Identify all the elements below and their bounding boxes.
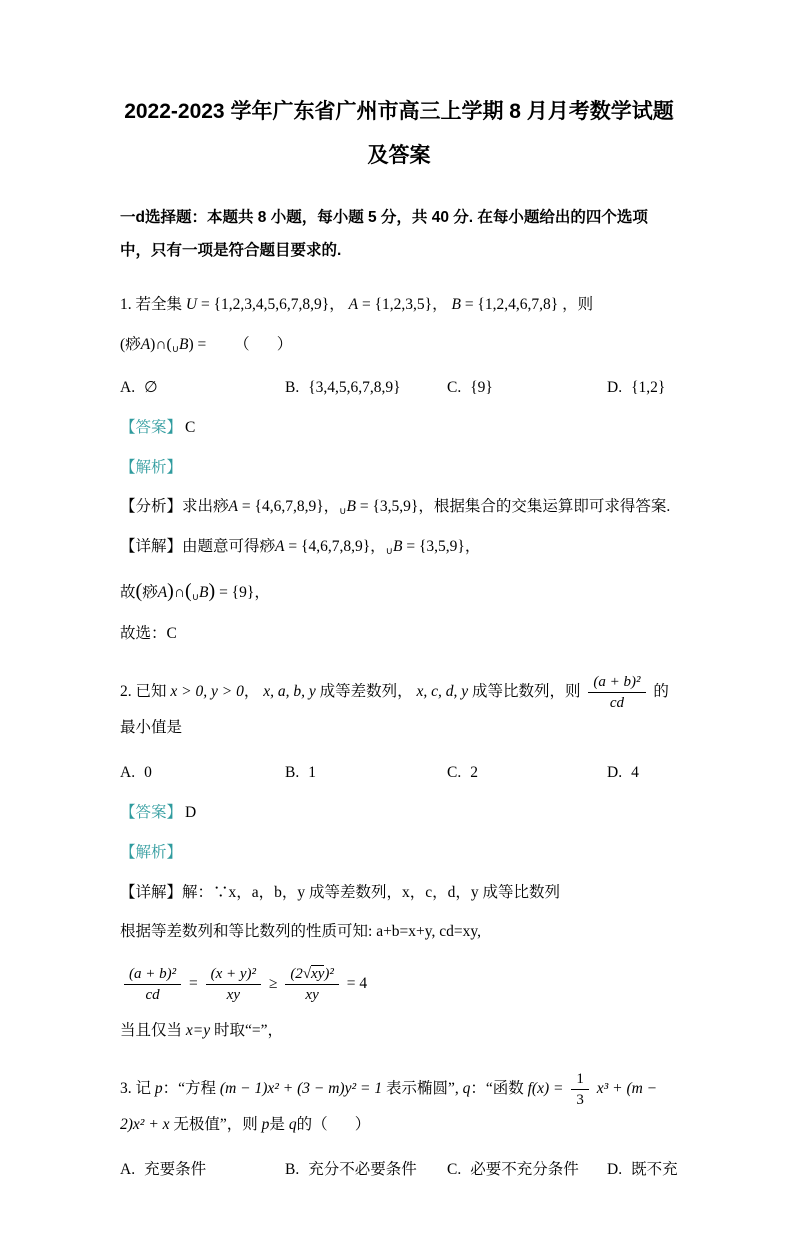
q3-text-2: 表示椭圆”, <box>382 1080 463 1098</box>
option-label: D. <box>607 764 623 782</box>
q1-var-a: A <box>348 296 359 314</box>
q1-var-b: B <box>346 498 356 516</box>
option-text: 充分不必要条件 <box>308 1161 417 1179</box>
fraction-numerator: 1 <box>571 1070 589 1090</box>
q3-var-q: q <box>462 1080 471 1098</box>
comma: ， <box>254 584 270 602</box>
q1-set-a: = {1,2,3,5} <box>358 296 433 314</box>
equation-fraction-2 <box>206 965 261 1004</box>
q3-ellipse-equation: (m − 1)x² + (3 − m)y² = 1 <box>219 1080 383 1098</box>
q3-text-6: 的 <box>296 1116 313 1134</box>
q3-text-4: 无极值”，则 <box>169 1116 258 1134</box>
paren-close: ) <box>208 580 216 603</box>
subscript-u: ∪ <box>171 344 180 356</box>
q1-set-b: = {1,2,4,6,7,8} <box>460 296 559 314</box>
question-1-fenxi-line <box>120 495 678 520</box>
q2-solution-text: 解：∵x，a，b，y 成等差数列，x，c，d，y 成等比数列 <box>182 883 561 901</box>
question-1-xiangjie-line <box>120 535 678 560</box>
option-label: B. <box>285 379 300 397</box>
question-2-answer-line <box>120 801 678 826</box>
condition-math: x=y <box>185 1022 211 1040</box>
question-1-choice-line: 故选：C <box>120 625 177 643</box>
option-label: D. <box>607 379 623 397</box>
option-text: {3,4,5,6,7,8,9} <box>308 379 401 397</box>
q1-var-b: B <box>199 584 209 602</box>
q1-set-u: = {1,2,3,4,5,6,7,8,9} <box>197 296 330 314</box>
section-instructions: 一d选择题：本题共 8 小题，每小题 5 分，共 40 分. 在每小题给出的四个选项中，只有一项是符合题目要求的. <box>120 209 648 259</box>
q3-text-1: ：“方程 <box>162 1080 217 1098</box>
sqrt-symbol: √ <box>302 966 312 983</box>
xiangjie-pre: 由题意可得 <box>182 538 260 556</box>
comma: ， <box>370 538 386 556</box>
complement-glyph: 痧 <box>125 336 141 354</box>
q3-option-a <box>120 1158 285 1183</box>
q1-var-b: B <box>392 538 403 556</box>
intersect-symbol: ∩ <box>173 584 186 602</box>
complement-glyph: 痧 <box>213 498 229 516</box>
q2-option-d <box>607 761 678 786</box>
question-2-property-line <box>120 920 678 945</box>
fraction-numerator <box>285 965 339 985</box>
question-1-conclusion-line <box>120 575 678 607</box>
q3-option-b <box>285 1158 447 1183</box>
q1-result-set: = {9} <box>215 584 255 602</box>
comma: ， <box>323 498 340 516</box>
option-text: 4 <box>631 764 639 782</box>
jiexi-tag: 【解析】 <box>120 458 183 476</box>
question-1-options <box>120 376 678 401</box>
fenxi-post: ，根据集合的交集运算即可求得答案. <box>418 498 671 516</box>
q3-function-lhs: f(x) = <box>527 1080 564 1098</box>
q1-stem-text: 1. 若全集 <box>120 296 183 314</box>
q2-arithmetic-seq: x, a, b, y <box>263 683 316 701</box>
q1-complement-a-set: = {4,6,7,8,9} <box>284 538 371 556</box>
q1-complement-b-set: = {3,5,9} <box>402 538 465 556</box>
q3-var-p: p <box>261 1116 270 1134</box>
question-1-expression <box>120 333 678 358</box>
radicand-suffix: )² <box>324 966 334 983</box>
q2-stem-text: 2. 已知 <box>120 683 167 701</box>
comma: ， <box>432 296 448 314</box>
q1-option-d <box>607 376 678 401</box>
q2-option-c <box>447 761 607 786</box>
q1-option-a <box>120 376 285 401</box>
q1-var-a: A <box>157 584 168 602</box>
question-2-stem <box>120 673 678 743</box>
answer-blank: （ ） <box>312 1116 371 1134</box>
paren-close: ) <box>188 336 194 354</box>
q1-var-a: A <box>140 336 151 354</box>
fraction-denominator: xy <box>305 987 319 1004</box>
q1-complement-b-set: = {3,5,9} <box>355 498 419 516</box>
option-text: {9} <box>470 379 493 397</box>
subscript-u: ∪ <box>191 592 200 604</box>
document-title-line1: 2022-2023 学年广东省广州市高三上学期 8 月月考数学试题 <box>124 100 674 123</box>
question-3-stem <box>120 1070 678 1140</box>
option-label: B. <box>285 764 300 782</box>
subscript-u: ∪ <box>385 546 393 558</box>
question-1-stem <box>120 293 678 318</box>
q2-option-b <box>285 761 447 786</box>
document-title-line2: 及答案 <box>367 144 431 168</box>
equals-result: = 4 <box>346 975 368 993</box>
option-label: C. <box>447 764 462 782</box>
q1-option-c <box>447 376 607 401</box>
option-label: A. <box>120 1161 136 1179</box>
fenxi-pre: 求出 <box>182 498 214 516</box>
question-1-answer-line <box>120 416 678 441</box>
xiangjie-tag: 【详解】 <box>120 883 183 901</box>
q3-fraction-one-third <box>571 1070 589 1109</box>
q3-var-q: q <box>288 1116 297 1134</box>
option-text: 2 <box>470 764 478 782</box>
option-label: D. <box>607 1161 623 1179</box>
q2-option-a <box>120 761 285 786</box>
q1-complement-a-set: = {4,6,7,8,9} <box>238 498 324 516</box>
paren-close: ) <box>167 580 174 603</box>
option-text: {1,2} <box>631 379 666 397</box>
equation-fraction-1 <box>124 965 181 1004</box>
answer-tag: 【答案】 <box>120 418 183 436</box>
comma: ， <box>464 538 481 556</box>
paren-open: ( <box>120 336 126 354</box>
question-1-jiexi-line <box>120 456 678 481</box>
option-text: 0 <box>144 764 152 782</box>
question-2-jiexi-line <box>120 841 678 866</box>
q1-option-b <box>285 376 447 401</box>
q1-answer-value: C <box>185 418 196 436</box>
fraction-denominator: 3 <box>576 1092 584 1109</box>
q3-polynomial: x³ + (m − 2)x² + x <box>120 1080 658 1134</box>
radicand-prefix: (2 <box>290 966 303 983</box>
q3-text-3: ：“函数 <box>470 1080 524 1098</box>
q2-answer-value: D <box>185 804 197 822</box>
q1-var-a: A <box>228 498 239 516</box>
answer-blank: （ ） <box>234 336 293 354</box>
fraction-numerator: (x + y)² <box>206 965 261 985</box>
question-2-equality-condition <box>120 1019 678 1044</box>
complement-glyph: 痧 <box>259 538 276 556</box>
intersect-symbol: ∩ <box>155 336 167 354</box>
q3-text-5: 是 <box>269 1116 285 1134</box>
q1-stem-suffix: ，则 <box>562 296 594 314</box>
q1-var-a: A <box>275 538 285 556</box>
option-label: C. <box>447 379 462 397</box>
equals-sign: = <box>193 336 207 354</box>
paren-open: ( <box>135 580 143 603</box>
q2-text-arith: 成等差数列， <box>315 683 413 701</box>
option-label: A. <box>120 379 136 397</box>
option-label: C. <box>447 1161 462 1179</box>
fraction-denominator: xy <box>226 987 240 1004</box>
q3-option-c <box>447 1158 607 1183</box>
option-text: 1 <box>308 764 316 782</box>
greater-equal-sign: ≥ <box>268 975 278 993</box>
condition-pre: 当且仅当 <box>120 1022 186 1040</box>
comma: ， <box>329 296 345 314</box>
q3-stem-text: 3. 记 <box>120 1080 152 1098</box>
q2-property-math: a+b=x+y, cd=xy, <box>376 923 482 941</box>
q2-property-text: 根据等差数列和等比数列的性质可知: <box>120 923 377 941</box>
option-text: 必要不充分条件 <box>470 1161 579 1179</box>
q2-stem-fraction <box>588 673 645 712</box>
fraction-denominator: cd <box>609 695 625 712</box>
jiexi-tag: 【解析】 <box>120 843 183 861</box>
q3-var-p: p <box>154 1080 163 1098</box>
subscript-u: ∪ <box>339 506 347 518</box>
q1-var-u: U <box>185 296 198 314</box>
option-text: 充要条件 <box>144 1161 207 1179</box>
paren-open: ( <box>166 336 172 354</box>
option-label: B. <box>285 1161 300 1179</box>
question-3-options <box>120 1158 678 1183</box>
gu-text: 故 <box>120 584 136 602</box>
complement-glyph: 痧 <box>142 584 158 602</box>
q2-text-geom: 成等比数列，则 <box>468 683 581 701</box>
option-text: 既不充 <box>631 1161 678 1179</box>
fraction-numerator: (a + b)² <box>124 965 181 985</box>
q1-var-b: B <box>451 296 461 314</box>
xiangjie-tag: 【详解】 <box>120 538 183 556</box>
paren-open: ( <box>185 580 192 603</box>
question-2-equation <box>120 965 678 1004</box>
paren-close: ) <box>150 336 156 354</box>
q2-geometric-seq: x, c, d, y <box>416 683 469 701</box>
comma: ， <box>243 683 260 701</box>
equation-fraction-3 <box>285 965 339 1004</box>
q2-conditions: x > 0, y > 0 <box>170 683 244 701</box>
option-label: A. <box>120 764 136 782</box>
option-text: ∅ <box>144 379 158 397</box>
q2-stem-suffix: 的最小值是 <box>120 683 669 737</box>
question-2-options <box>120 761 678 786</box>
q3-option-d <box>607 1158 678 1183</box>
fenxi-tag: 【分析】 <box>120 498 183 516</box>
fraction-denominator: cd <box>145 987 160 1004</box>
radicand: xy <box>311 966 325 983</box>
question-2-xiangjie-line <box>120 881 678 906</box>
answer-tag: 【答案】 <box>120 804 183 822</box>
equals-sign: = <box>188 975 198 993</box>
fraction-numerator: (a + b)² <box>588 673 645 693</box>
condition-post: 时取“=”， <box>210 1022 283 1040</box>
q1-var-b: B <box>179 336 189 354</box>
